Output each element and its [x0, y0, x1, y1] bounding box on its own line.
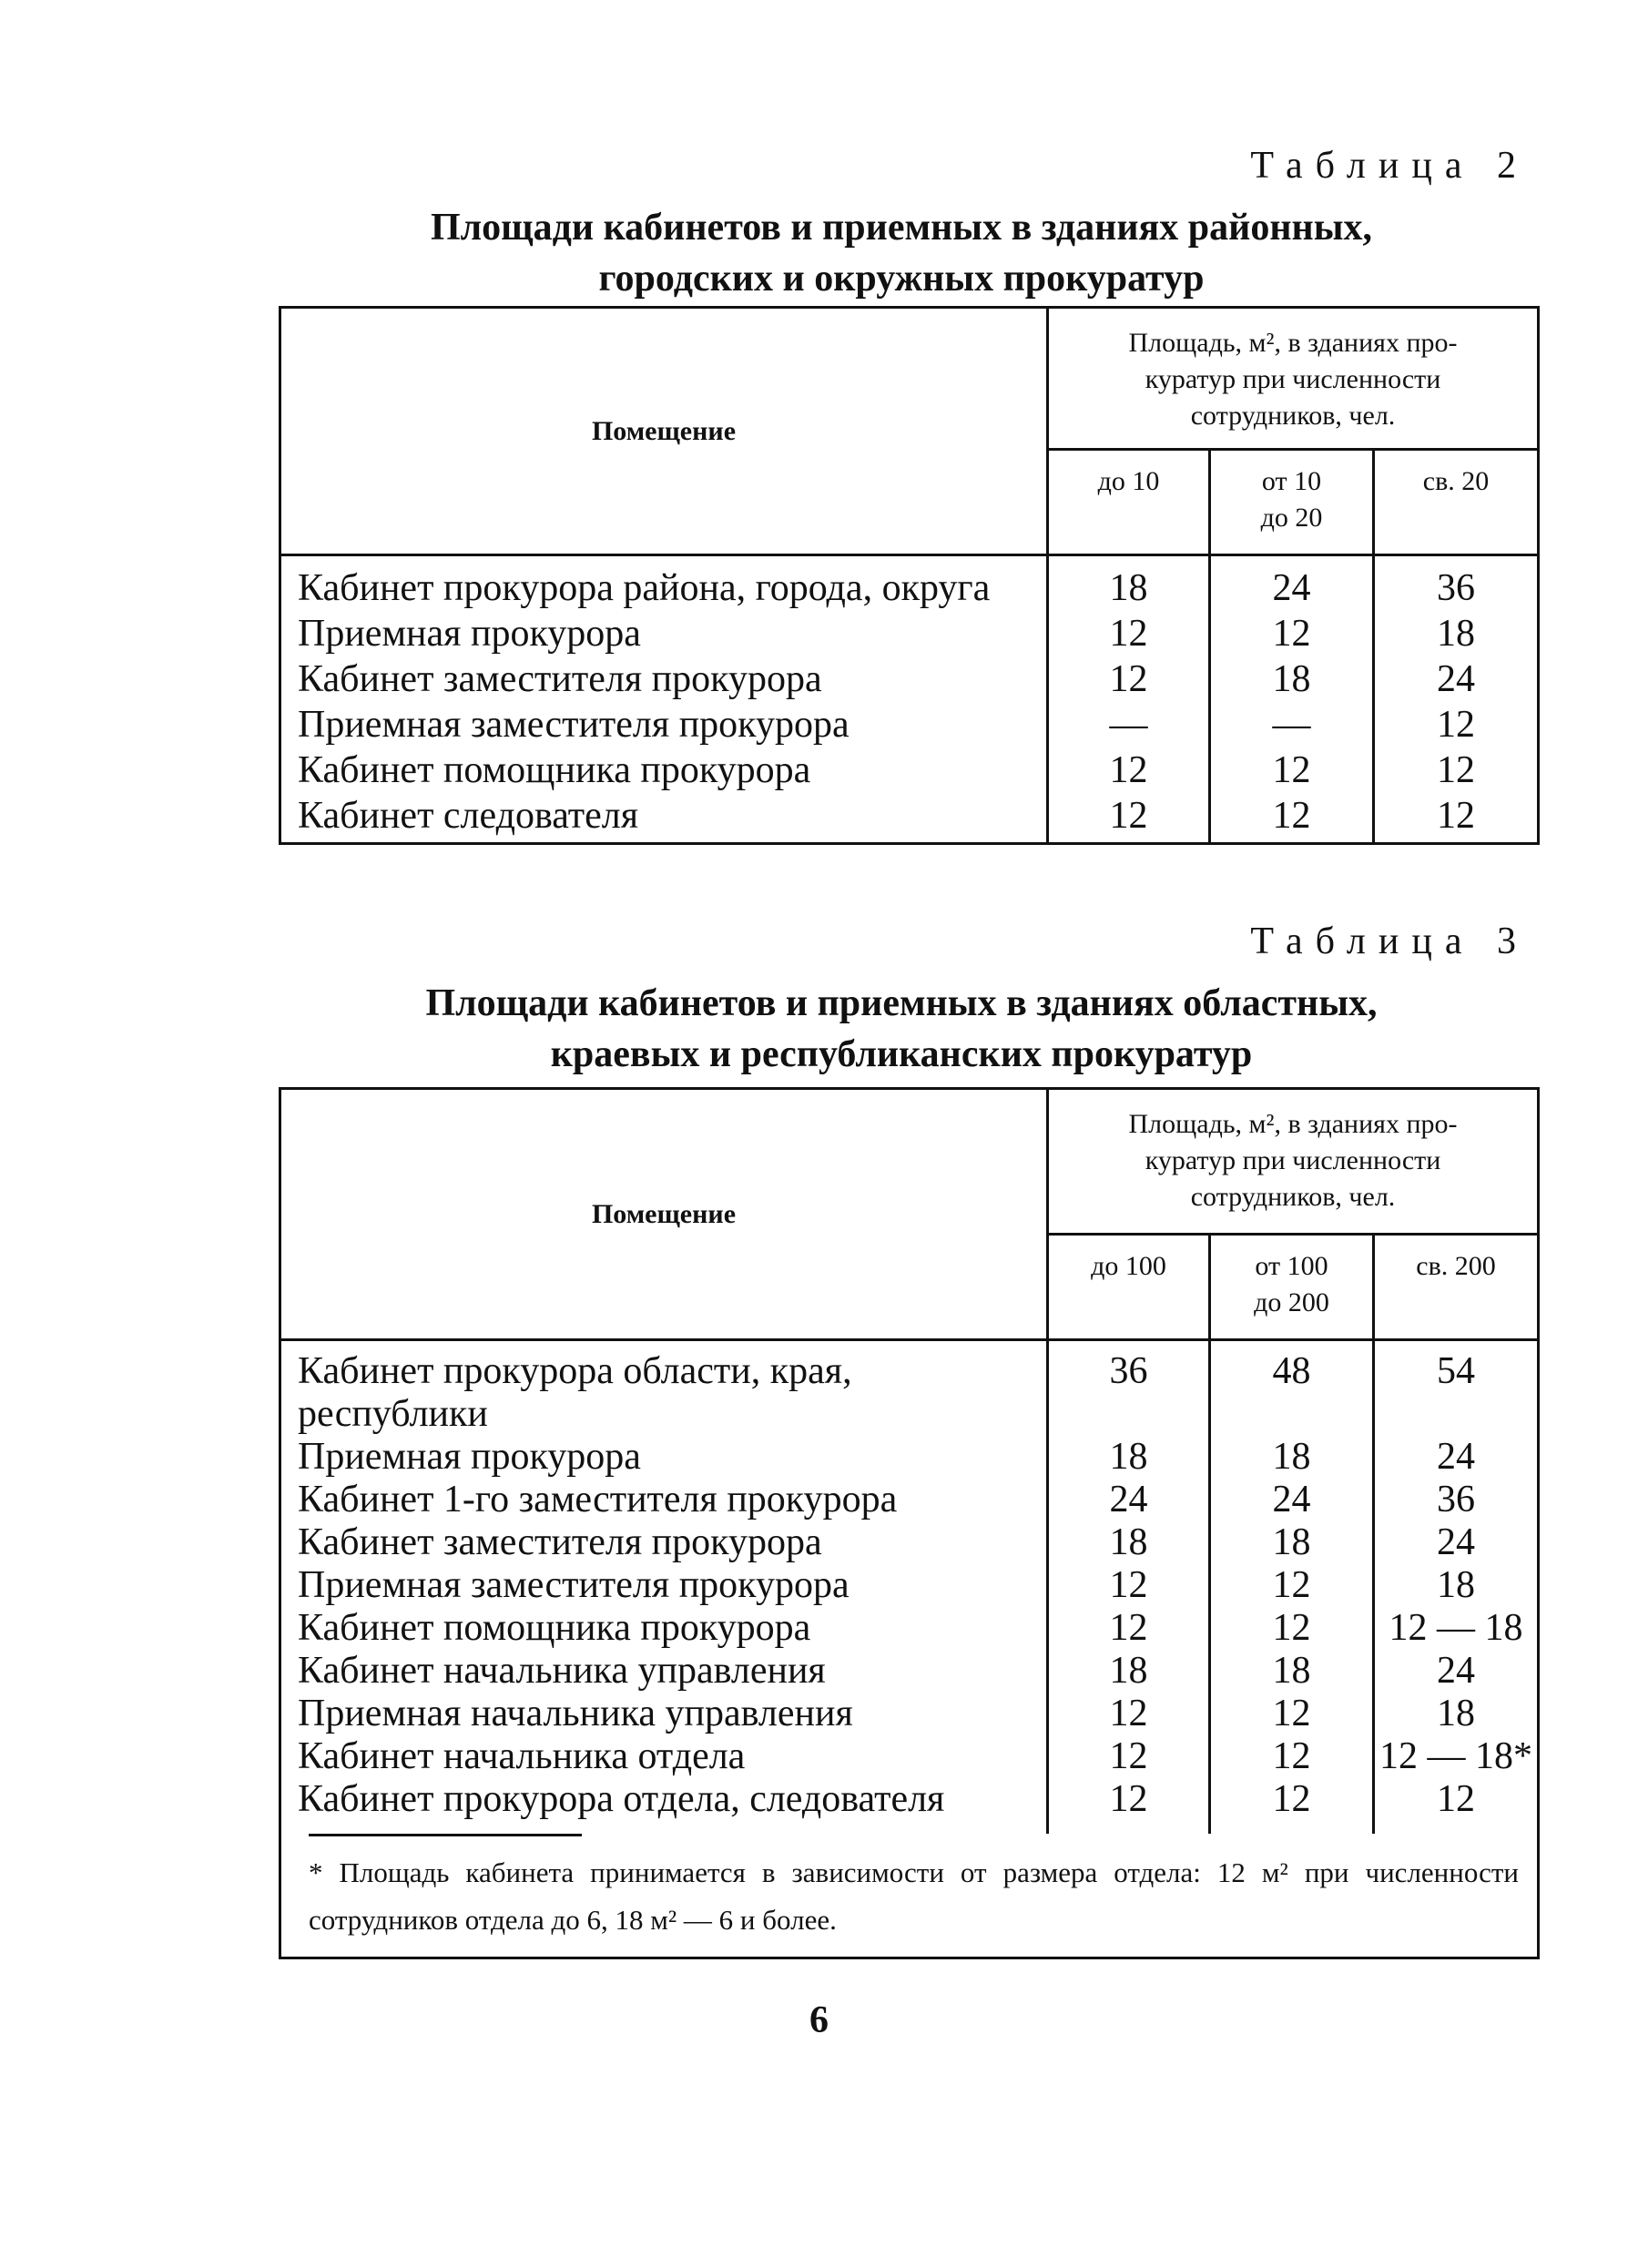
row-value: 18	[1374, 1564, 1539, 1607]
table3-header-group: Площадь, м², в зданиях про- куратур при численности сотрудников, чел.	[1048, 1089, 1539, 1235]
row-name: Кабинет помощника прокурора	[280, 748, 1048, 793]
row-value: 12	[1210, 1735, 1374, 1778]
row-value: 18	[1048, 1436, 1210, 1479]
row-value: 12	[1210, 611, 1374, 656]
row-value: —	[1048, 702, 1210, 748]
row-value: 24	[1374, 1521, 1539, 1564]
row-name: Приемная заместителя прокурора	[280, 702, 1048, 748]
row-value: 18	[1048, 1521, 1210, 1564]
table-row	[280, 1436, 1539, 1479]
table3-title	[273, 978, 1530, 1080]
row-value: 36	[1374, 555, 1539, 612]
table3-header-room: Помещение	[280, 1089, 1048, 1340]
row-value: 12	[1374, 793, 1539, 844]
row-value: 18	[1374, 611, 1539, 656]
row-name: Кабинет заместителя прокурора	[280, 1521, 1048, 1564]
row-value: 48	[1210, 1340, 1374, 1437]
table3-header-col3: св. 200	[1374, 1235, 1539, 1340]
row-value: 18	[1048, 555, 1210, 612]
row-value: 12	[1048, 656, 1210, 702]
row-value: 12	[1210, 1778, 1374, 1834]
row-value: 18	[1210, 1436, 1374, 1479]
table-row	[280, 748, 1539, 793]
row-value: 12	[1048, 1778, 1210, 1834]
row-value: 18	[1210, 656, 1374, 702]
row-value: 12	[1374, 1778, 1539, 1834]
row-name: Кабинет следователя	[280, 793, 1048, 844]
table3-header-col1: до 100	[1048, 1235, 1210, 1340]
table-row	[280, 1650, 1539, 1693]
table3-title-line2: краевых и республиканских прокуратур	[550, 1033, 1253, 1075]
row-value: 12	[1048, 1735, 1210, 1778]
row-value: 24	[1374, 656, 1539, 702]
row-name: Приемная заместителя прокурора	[280, 1564, 1048, 1607]
row-value: 54	[1374, 1340, 1539, 1437]
row-name: Приемная начальника управления	[280, 1693, 1048, 1735]
row-value: 36	[1374, 1479, 1539, 1521]
table2	[279, 306, 1540, 845]
table-row	[280, 1564, 1539, 1607]
row-value: 12	[1374, 702, 1539, 748]
table-row	[280, 555, 1539, 612]
row-value: 24	[1374, 1650, 1539, 1693]
row-name: Кабинет заместителя прокурора	[280, 656, 1048, 702]
table-row	[280, 1607, 1539, 1650]
row-value: 36	[1048, 1340, 1210, 1437]
row-value: 12	[1048, 1564, 1210, 1607]
row-value: 12	[1048, 611, 1210, 656]
row-value: 12	[1210, 1693, 1374, 1735]
row-name: Кабинет начальника отдела	[280, 1735, 1048, 1778]
table-row	[280, 1693, 1539, 1735]
row-value: 12 — 18*	[1374, 1735, 1539, 1778]
row-value: 12	[1210, 1607, 1374, 1650]
table2-header-col3: св. 20	[1374, 450, 1539, 555]
row-value: 12	[1210, 748, 1374, 793]
table2-title	[273, 202, 1530, 304]
table3	[279, 1087, 1540, 1959]
row-name: Приемная прокурора	[280, 611, 1048, 656]
row-value: 12	[1048, 793, 1210, 844]
row-name: Кабинет начальника управления	[280, 1650, 1048, 1693]
row-value: 18	[1048, 1650, 1210, 1693]
row-value: 24	[1210, 555, 1374, 612]
row-value: 24	[1210, 1479, 1374, 1521]
table-row	[280, 1778, 1539, 1834]
row-value: 12 — 18	[1374, 1607, 1539, 1650]
table-row	[280, 611, 1539, 656]
table2-header-group: Площадь, м², в зданиях про- куратур при численности сотрудников, чел.	[1048, 308, 1539, 450]
row-value: 18	[1210, 1650, 1374, 1693]
table-row	[280, 656, 1539, 702]
table-row	[280, 1735, 1539, 1778]
table2-title-line1: Площади кабинетов и приемных в зданиях районных,	[430, 207, 1373, 249]
row-name: Приемная прокурора	[280, 1436, 1048, 1479]
row-value: 18	[1210, 1521, 1374, 1564]
row-value: 24	[1048, 1479, 1210, 1521]
table-row	[280, 793, 1539, 844]
table-row	[280, 1479, 1539, 1521]
table2-header-room: Помещение	[280, 308, 1048, 555]
row-value: 12	[1048, 1693, 1210, 1735]
row-value: 12	[1210, 1564, 1374, 1607]
table-row	[280, 1521, 1539, 1564]
row-value: 12	[1374, 748, 1539, 793]
row-value: 18	[1374, 1693, 1539, 1735]
table-row	[280, 1340, 1539, 1437]
row-name: Кабинет прокурора области, края, республики	[280, 1340, 1048, 1437]
table3-header-col2: от 100 до 200	[1210, 1235, 1374, 1340]
row-name: Кабинет прокурора отдела, следователя	[280, 1778, 1048, 1834]
table2-header-col2: от 10 до 20	[1210, 450, 1374, 555]
table3-footnote-cell	[280, 1834, 1539, 1958]
table3-footnote: * Площадь кабинета принимается в зависимости от размера отдела: 12 м² при численности сотрудников отдела до 6, 18 м² — 6 и более.	[309, 1856, 1520, 1936]
footnote-rule	[309, 1834, 582, 1836]
row-value: 12	[1210, 793, 1374, 844]
page-number: 6	[809, 1999, 829, 2041]
row-name: Кабинет помощника прокурора	[280, 1607, 1048, 1650]
row-value: 12	[1048, 748, 1210, 793]
row-value: 12	[1048, 1607, 1210, 1650]
row-name: Кабинет 1-го заместителя прокурора	[280, 1479, 1048, 1521]
table2-title-line2: городских и окружных прокуратур	[598, 258, 1205, 300]
row-value: 24	[1374, 1436, 1539, 1479]
table3-title-line1: Площади кабинетов и приемных в зданиях областных,	[425, 982, 1378, 1024]
table2-header-col1: до 10	[1048, 450, 1210, 555]
table2-label: Таблица 2	[1250, 145, 1529, 187]
table-row	[280, 702, 1539, 748]
row-value: —	[1210, 702, 1374, 748]
row-name: Кабинет прокурора района, города, округа	[280, 555, 1048, 612]
table3-label: Таблица 3	[1250, 920, 1529, 962]
